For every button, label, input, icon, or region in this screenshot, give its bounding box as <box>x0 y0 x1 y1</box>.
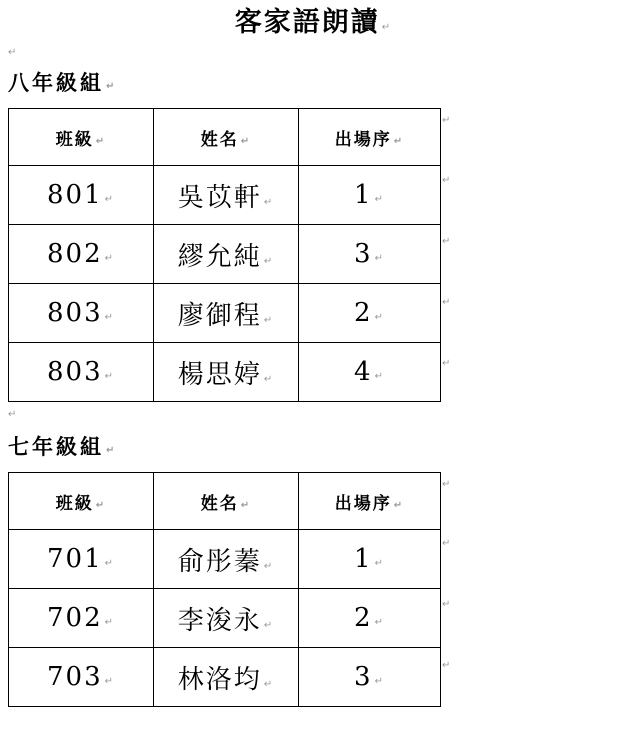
cell-text: 802 <box>46 239 103 269</box>
cell-end-mark: ↵ <box>374 253 385 264</box>
cell-text: 703 <box>46 662 103 692</box>
cell-end-mark: ↵ <box>374 194 385 205</box>
row-end-mark: ↵ <box>442 358 451 369</box>
cell-end-mark: ↵ <box>263 314 275 326</box>
row-end-mark: ↵ <box>442 538 451 549</box>
header-cell-name <box>154 473 299 530</box>
cell-text: 出場序 <box>334 129 392 150</box>
row-end-mark: ↵ <box>442 660 451 671</box>
cell-end-mark: ↵ <box>104 312 116 323</box>
cell-text: 801 <box>46 180 103 210</box>
cell-end-mark: ↵ <box>393 135 405 147</box>
table-row <box>9 589 441 648</box>
row-end-mark: ↵ <box>442 297 451 308</box>
table-cell-name <box>154 648 299 707</box>
cell-text: 803 <box>46 298 103 328</box>
cell-end-mark: ↵ <box>95 135 107 147</box>
table-cell-order <box>299 648 441 707</box>
cell-text: 出場序 <box>334 493 392 514</box>
table-cell-order <box>299 589 441 648</box>
cell-end-mark: ↵ <box>104 676 116 687</box>
cell-end-mark: ↵ <box>374 371 385 382</box>
cell-end-mark: ↵ <box>104 194 116 205</box>
cell-text: 701 <box>46 544 103 574</box>
table-cell-class <box>9 166 154 225</box>
row-end-mark: ↵ <box>442 479 451 490</box>
cell-text: 803 <box>46 357 103 387</box>
header-cell-name <box>154 109 299 166</box>
row-end-mark: ↵ <box>442 115 451 126</box>
cell-end-mark: ↵ <box>263 560 275 572</box>
cell-text: 702 <box>46 603 103 633</box>
row-end-mark: ↵ <box>442 236 451 247</box>
cell-text: 李浚永 <box>177 605 262 636</box>
table-cell-class <box>9 225 154 284</box>
cell-text: 2 <box>354 603 373 633</box>
cell-text: 班級 <box>55 129 94 150</box>
table-cell-class <box>9 343 154 402</box>
cell-text: 4 <box>354 357 373 387</box>
header-cell-order <box>299 473 441 530</box>
cell-text: 班級 <box>55 493 94 514</box>
table-cell-order <box>299 225 441 284</box>
cell-end-mark: ↵ <box>104 371 116 382</box>
table-cell-class <box>9 284 154 343</box>
cell-end-mark: ↵ <box>104 253 116 264</box>
cell-text: 1 <box>354 544 373 574</box>
table-row <box>9 530 441 589</box>
paragraph-return-mark: ↵ <box>106 445 118 456</box>
cell-end-mark: ↵ <box>240 499 252 511</box>
cell-end-mark: ↵ <box>263 196 275 208</box>
cell-text: 林洛均 <box>177 664 262 695</box>
cell-end-mark: ↵ <box>104 617 116 628</box>
header-cell-class <box>9 473 154 530</box>
cell-end-mark: ↵ <box>374 312 385 323</box>
header-cell-order <box>299 109 441 166</box>
cell-text: 俞彤蓁 <box>177 546 262 577</box>
cell-text: 1 <box>354 180 373 210</box>
title-line <box>0 6 625 40</box>
cell-end-mark: ↵ <box>374 617 385 628</box>
paragraph-return-mark: ↵ <box>8 47 17 58</box>
table-row <box>9 225 441 284</box>
cell-text: 2 <box>354 298 373 328</box>
cell-end-mark: ↵ <box>263 373 275 385</box>
paragraph-return-mark: ↵ <box>106 81 118 92</box>
section-heading-grade8 <box>0 68 625 98</box>
table-cell-class <box>9 648 154 707</box>
empty-paragraph <box>0 402 625 432</box>
table-row <box>9 343 441 402</box>
section-heading-grade7 <box>0 432 625 462</box>
table-row <box>9 648 441 707</box>
grade8-table-wrap <box>8 108 451 402</box>
grade7-table-wrap <box>8 472 451 707</box>
paragraph-return-mark: ↵ <box>381 22 391 33</box>
page-title: 客家語朗讀 <box>234 7 380 38</box>
cell-end-mark: ↵ <box>393 499 405 511</box>
cell-end-mark: ↵ <box>95 499 107 511</box>
cell-end-mark: ↵ <box>263 255 275 267</box>
table-cell-order <box>299 284 441 343</box>
header-cell-class <box>9 109 154 166</box>
cell-end-mark: ↵ <box>263 619 275 631</box>
table-cell-name <box>154 225 299 284</box>
table-row <box>9 166 441 225</box>
table-cell-name <box>154 343 299 402</box>
cell-text: 楊思婷 <box>177 359 262 390</box>
table-cell-name <box>154 530 299 589</box>
table-cell-class <box>9 589 154 648</box>
cell-end-mark: ↵ <box>374 676 385 687</box>
cell-text: 3 <box>354 239 373 269</box>
row-end-mark: ↵ <box>442 175 451 186</box>
table-header-row <box>9 109 441 166</box>
cell-text: 廖御程 <box>177 300 262 331</box>
cell-text: 3 <box>354 662 373 692</box>
section-heading-text: 八年級組 <box>8 70 104 95</box>
grade8-table <box>8 108 441 402</box>
table-cell-order <box>299 166 441 225</box>
grade7-table <box>8 472 441 707</box>
row-end-mark: ↵ <box>442 599 451 610</box>
paragraph-return-mark: ↵ <box>8 409 17 420</box>
table-cell-order <box>299 530 441 589</box>
cell-end-mark: ↵ <box>104 558 116 569</box>
section-heading-text: 七年級組 <box>8 434 104 459</box>
cell-text: 吳苡軒 <box>177 182 262 213</box>
cell-text: 繆允純 <box>177 241 262 272</box>
cell-end-mark: ↵ <box>263 678 275 690</box>
table-header-row <box>9 473 441 530</box>
cell-text: 姓名 <box>200 493 239 514</box>
table-cell-name <box>154 589 299 648</box>
table-row <box>9 284 441 343</box>
cell-end-mark: ↵ <box>374 558 385 569</box>
empty-paragraph <box>0 40 625 68</box>
table-cell-class <box>9 530 154 589</box>
cell-end-mark: ↵ <box>240 135 252 147</box>
table-cell-order <box>299 343 441 402</box>
cell-text: 姓名 <box>200 129 239 150</box>
table-cell-name <box>154 284 299 343</box>
table-cell-name <box>154 166 299 225</box>
